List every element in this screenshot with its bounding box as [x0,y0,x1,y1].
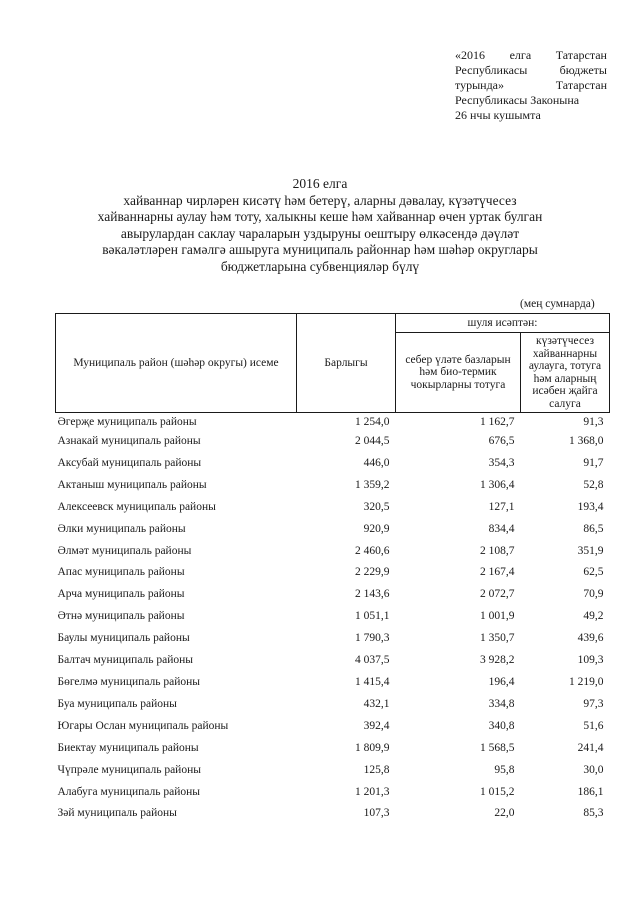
appendix-line [455,108,607,123]
district-name: Балтач муниципаль районы [57,654,194,667]
district-name: Алабуга муниципаль районы [57,785,201,798]
anthrax-value: 196,4 [488,675,515,688]
total-value: 1 790,3 [355,632,390,645]
stray-animals-value: 91,7 [583,456,604,469]
appendix-word: Татарстан [555,48,607,62]
district-name: Әтнә муниципаль районы [57,610,185,623]
district-name: Баулы муниципаль районы [57,632,190,645]
district-name: Апас муниципаль районы [57,566,185,579]
table-row [56,782,610,804]
stray-animals-value: 91,3 [583,416,604,428]
district-name: Буа муниципаль районы [57,697,177,710]
title-year: 2016 елга [292,176,348,191]
stray-animals-value: 70,9 [583,588,604,601]
stray-animals-value: 30,0 [583,763,604,776]
anthrax-value: 676,5 [488,435,515,447]
table-row [56,519,610,541]
appendix-word: турында» [455,78,505,92]
stray-animals-value: 186,1 [577,785,604,798]
table-row [56,413,610,432]
appendix-line [455,78,607,93]
title-line: хайваннарны аулау һәм тоту, халыкны кеше һәм хайваннар өчен уртак булган [97,209,543,224]
total-value: 1 254,0 [355,416,390,428]
title-text [40,193,600,276]
total-value: 1 201,3 [355,785,390,798]
anthrax-value: 22,0 [494,807,515,820]
title-line: бюджетларына субвенцияләр бүлү [220,258,420,274]
table-row [56,672,610,694]
total-value: 2 143,6 [355,588,390,601]
stray-animals-value: 109,3 [577,654,604,667]
header-col2: күзәтүчесез хайваннарны аулауга, тотуга һәм аларның исәбен җайга салуга [521,333,610,413]
anthrax-value: 1 568,5 [480,741,515,754]
district-name: Әлки муниципаль районы [57,522,186,535]
table-row [56,628,610,650]
table-row [56,562,610,584]
total-value: 2 229,9 [355,566,390,579]
title-line: вәкаләтләрен гамәлгә ашыруга муниципаль районнар һәм шәһәр округлары [102,242,538,257]
anthrax-value: 2 108,7 [480,544,515,557]
total-value: 1 051,1 [355,610,390,623]
appendix-note [455,48,607,123]
appendix-word: 26 нчы кушымта [455,108,541,122]
stray-animals-value: 351,9 [577,544,604,557]
table-body [56,413,610,826]
total-value: 320,5 [363,500,390,513]
total-value: 4 037,5 [355,654,390,667]
total-value: 920,9 [363,522,390,535]
district-name: Әгерҗе муниципаль районы [57,416,197,428]
total-value: 2 044,5 [355,435,390,447]
appendix-line [455,48,607,63]
total-value: 1 809,9 [355,741,390,754]
header-total: Барлыгы [297,314,396,413]
stray-animals-value: 85,3 [583,807,604,820]
district-name: Арча муниципаль районы [57,588,185,601]
table-row [56,650,610,672]
appendix-line [455,93,607,108]
stray-animals-value: 49,2 [583,610,604,623]
subventions-table [55,313,610,825]
anthrax-value: 1 306,4 [480,478,515,491]
table-row [56,694,610,716]
total-value: 1 359,2 [355,478,390,491]
anthrax-value: 1 001,9 [480,610,515,623]
total-value: 125,8 [363,763,390,776]
stray-animals-value: 1 219,0 [569,675,604,688]
anthrax-value: 3 928,2 [480,654,515,667]
district-name: Зәй муниципаль районы [57,807,177,820]
anthrax-value: 1 350,7 [480,632,515,645]
title-line: хайваннар чирләрен кисәтү һәм бетерү, аларны дәвалау, күзәтүчесез [123,192,517,208]
table-row [56,431,610,453]
anthrax-value: 127,1 [488,500,515,513]
appendix-word: бюджеты [559,63,607,77]
header-name: Муниципаль район (шәһәр округы) исеме [56,314,297,413]
anthrax-value: 2 072,7 [480,588,515,601]
total-value: 392,4 [363,719,390,732]
stray-animals-value: 62,5 [583,566,604,579]
table-row [56,584,610,606]
table-row [56,738,610,760]
anthrax-value: 1 162,7 [480,416,515,428]
stray-animals-value: 1 368,0 [569,435,604,447]
appendix-word: Татарстан [555,78,607,92]
stray-animals-value: 97,3 [583,697,604,710]
district-name: Аксубай муниципаль районы [57,456,202,469]
anthrax-value: 2 167,4 [480,566,515,579]
stray-animals-value: 51,6 [583,719,604,732]
table-row [56,453,610,475]
title-line: авырулардан саклау чараларын уздыруны оештыру өлкәсендә дәүләт [120,225,520,241]
total-value: 432,1 [363,697,390,710]
table-row [56,716,610,738]
stray-animals-value: 241,4 [577,741,604,754]
appendix-word: Республикасы [455,63,528,77]
appendix-line [455,63,607,78]
total-value: 107,3 [363,807,390,820]
stray-animals-value: 86,5 [583,522,604,535]
total-value: 446,0 [363,456,390,469]
district-name: Әлмәт муниципаль районы [57,544,192,557]
appendix-word: «2016 [455,48,485,62]
total-value: 2 460,6 [355,544,390,557]
district-name: Азнакай муниципаль районы [57,435,201,447]
district-name: Бөгелмә муниципаль районы [57,675,201,688]
appendix-word: елга [509,48,532,62]
table-row [56,497,610,519]
stray-animals-value: 193,4 [577,500,604,513]
table-row [56,606,610,628]
district-name: Чүпрәле муниципаль районы [57,763,201,776]
anthrax-value: 340,8 [488,719,515,732]
table-row [56,760,610,782]
stray-animals-value: 52,8 [583,478,604,491]
district-name: Актаныш муниципаль районы [57,478,207,491]
header-including: шуля исәптән: [396,314,610,333]
district-name: Алексеевск муниципаль районы [57,500,216,513]
anthrax-value: 1 015,2 [480,785,515,798]
table-row [56,803,610,825]
anthrax-value: 95,8 [494,763,515,776]
table-row [56,475,610,497]
table-row [56,541,610,563]
anthrax-value: 354,3 [488,456,515,469]
total-value: 1 415,4 [355,675,390,688]
district-name: Югары Ослан муниципаль районы [57,719,229,732]
stray-animals-value: 439,6 [577,632,604,645]
anthrax-value: 334,8 [488,697,515,710]
anthrax-value: 834,4 [488,522,515,535]
appendix-word: Республикасы Законына [455,93,580,107]
district-name: Биектау муниципаль районы [57,741,199,754]
units-note: (мең сумнарда) [520,298,595,310]
header-col1: себер үләте базларын һәм био-термик чокырларны тотуга [396,333,521,413]
document-title [40,176,600,275]
